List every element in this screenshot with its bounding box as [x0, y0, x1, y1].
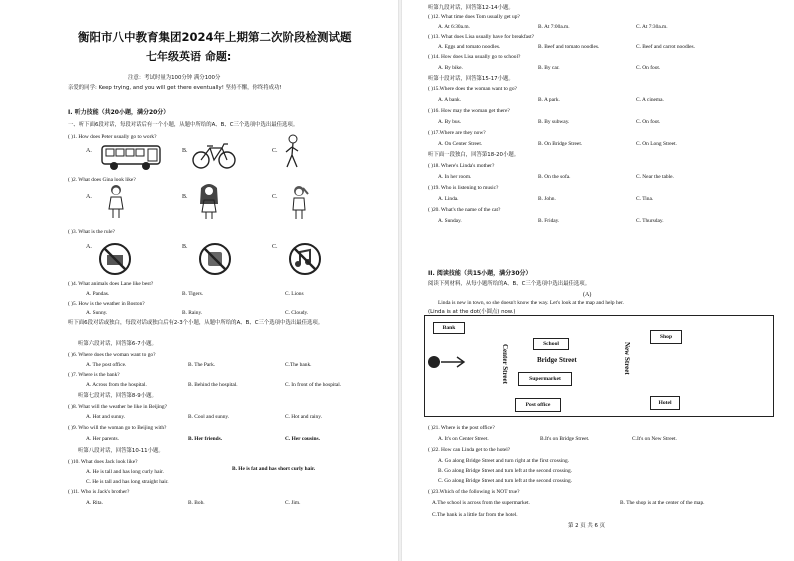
q14-option-b: B. By car.: [538, 65, 560, 71]
question-21: ( )21. Where is the post office?: [428, 425, 495, 431]
q2-option-b: B.: [182, 194, 188, 200]
q12-option-b: B. At 7:00a.m.: [538, 24, 570, 30]
q5-option-b: B. Rainy.: [182, 310, 203, 316]
part6-instruction: 听第十段对话，回答第15-17小题。: [428, 76, 514, 82]
q3-option-c: C.: [272, 244, 278, 250]
q8-option-c: C. Hot and rainy.: [285, 414, 322, 420]
q20-option-a: A. Sunday.: [438, 218, 462, 224]
q20-option-c: C. Thursday.: [636, 218, 664, 224]
q1-option-b: B.: [182, 148, 188, 154]
q18-option-c: C. Near the table.: [636, 174, 674, 180]
exam-title: 衡阳市八中教育集团2024年上期第二次阶段检测试题: [78, 30, 352, 44]
part4-instruction: 听第八段对话，回答第10-11小题。: [78, 448, 164, 454]
map-school: School: [533, 338, 569, 350]
q23-option-a: A.The school is across from the supermarket.: [432, 500, 530, 506]
q14-option-a: A. By bike.: [438, 65, 463, 71]
q18-option-b: B. On the sofa.: [538, 174, 571, 180]
map-bridge-street-label: Bridge Street: [537, 356, 577, 364]
exam-notice: 注意：考试时量为100分钟 满分100分: [128, 75, 221, 81]
girl-short-hair-icon: [105, 183, 127, 219]
question-20: ( )20. What's the name of the cat?: [428, 207, 501, 213]
q16-option-a: A. By bus.: [438, 119, 462, 125]
q16-option-c: C. On foot.: [636, 119, 661, 125]
q3-option-b: B.: [182, 244, 188, 250]
q5-option-a: A. Sunny.: [86, 310, 108, 316]
question-6: ( )6. Where does the woman want to go?: [68, 352, 156, 358]
section1-heading: I. 听力技能（共20小题，满分20分）: [68, 109, 170, 116]
town-map: [424, 315, 774, 417]
q4-option-a: A. Pandas.: [86, 291, 110, 297]
map-supermarket: Supermarket: [518, 372, 572, 386]
q23-option-c: C.The bank is a little far from the hotel.: [432, 512, 518, 518]
map-new-street-label: New Street: [623, 342, 631, 375]
map-post-office: Post office: [515, 398, 561, 412]
q21-option-a: A. It's on Center Street.: [438, 436, 489, 442]
question-7: ( )7. Where is the bank?: [68, 372, 120, 378]
q23-option-b: B. The shop is at the center of the map.: [620, 500, 705, 506]
part2-sub-instruction: 听第六段对话，回答第6-7小题。: [78, 341, 157, 347]
question-2: ( )2. What does Gina look like?: [68, 177, 136, 183]
girl-ponytail-icon: [288, 184, 310, 220]
q9-option-b: B. Her friends.: [188, 436, 223, 442]
question-16: ( )16. How may the woman get there?: [428, 108, 510, 114]
q7-option-b: B. Behind the hospital.: [188, 382, 238, 388]
map-bank: Bank: [433, 322, 465, 334]
part1-instruction: 一、听下面6段对话，每段对话后有一个小题，从题中所给的A、B、C三个选项中选出最佳选项。: [68, 122, 299, 128]
q8-option-a: A. Hot and sunny.: [86, 414, 126, 420]
q10-option-c: C. He is tall and has long straight hair.: [86, 479, 169, 485]
question-18: ( )18. Where's Linda's mother?: [428, 163, 495, 169]
q1-option-c: C.: [272, 148, 278, 154]
q5-option-c: C. Cloudy.: [285, 310, 309, 316]
part2-instruction: 听下面6段对话或独白，每段对话或独白后有2-3个小题，从题中所给的A、B、C三个选项中选出最佳选项。: [68, 320, 324, 326]
q6-option-c: C.The bank.: [285, 362, 312, 368]
q13-option-b: B. Beef and tomato noodles.: [538, 44, 600, 50]
q9-option-a: A. Her parents.: [86, 436, 119, 442]
question-13: ( )13. What does Lisa usually have for breakfast?: [428, 34, 535, 40]
q8-option-b: B. Cool and sunny.: [188, 414, 230, 420]
q2-option-c: C.: [272, 194, 278, 200]
girl-long-hair-icon: [196, 182, 222, 220]
q13-option-a: A. Eggs and tomato noodles.: [438, 44, 501, 50]
q11-option-c: C. Jim.: [285, 500, 301, 506]
q11-option-a: A. Rita.: [86, 500, 103, 506]
question-4: ( )4. What animals does Lane like best?: [68, 281, 154, 287]
map-shop: Shop: [650, 330, 682, 344]
q7-option-a: A. Across from the hospital.: [86, 382, 147, 388]
passage-intro: Linda is new in town, so she doesn't know the way. Let's look at the map and help her.: [438, 300, 624, 306]
section2-instruction: 阅读下列材料，从每小题所给的A、B、C三个选项中选出最佳选项。: [428, 281, 591, 287]
passage-label: (A): [583, 292, 592, 298]
q20-option-b: B. Friday.: [538, 218, 560, 224]
question-19: ( )19. Who is listening to music?: [428, 185, 499, 191]
q13-option-c: C. Beef and carrot noodles.: [636, 44, 695, 50]
page-footer: 第 2 页 共 6 页: [568, 523, 605, 529]
map-hotel: Hotel: [650, 396, 680, 410]
q18-option-a: A. In her room.: [438, 174, 472, 180]
question-12: ( )12. What time does Tom usually get up?: [428, 14, 520, 20]
question-23: ( )23.Which of the following is NOT true?: [428, 489, 520, 495]
question-9: ( )9. Who will the woman go to Beijing with?: [68, 425, 167, 431]
question-10: ( )10. What does Jack look like?: [68, 459, 138, 465]
question-11: ( )11. Who is Jack's brother?: [68, 489, 130, 495]
question-15: ( )15.Where does the woman want to go?: [428, 86, 517, 92]
right-page: [402, 0, 794, 561]
q7-option-c: C. In front of the hospital.: [285, 382, 342, 388]
part7-instruction: 听下面一段独白，回答第18-20小题。: [428, 152, 520, 158]
q15-option-b: B. A park.: [538, 97, 560, 103]
section2-heading: II. 阅读技能（共15小题，满分30分）: [428, 270, 532, 277]
map-center-street-label: Center Street: [501, 344, 509, 384]
no-eating-sign-icon: [198, 242, 232, 276]
question-1: ( )1. How does Peter usually go to work?: [68, 134, 157, 140]
q17-option-c: C. On Long Street.: [636, 141, 677, 147]
no-music-sign-icon: [288, 242, 322, 276]
q9-option-c: C. Her cousins.: [285, 436, 320, 442]
question-5: ( )5. How is the weather in Boston?: [68, 301, 145, 307]
q19-option-b: B. John.: [538, 196, 556, 202]
part5-instruction: 听第九段对话，回答第12-14小题。: [428, 5, 514, 11]
q15-option-a: A. A bank.: [438, 97, 462, 103]
question-22: ( )22. How can Linda get to the hotel?: [428, 447, 511, 453]
q17-option-a: A. On Center Street.: [438, 141, 483, 147]
q3-option-a: A.: [86, 244, 92, 250]
q1-option-a: A.: [86, 148, 92, 154]
q19-option-a: A. Linda.: [438, 196, 459, 202]
q4-option-b: B. Tigers.: [182, 291, 204, 297]
encouragement-tip: 亲爱的同学: Keep trying, and you will get there eventually! 坚持不懈，你终将成功!: [68, 85, 282, 91]
question-14: ( )14. How does Lisa usually go to school?: [428, 54, 521, 60]
q2-option-a: A.: [86, 194, 92, 200]
q22-option-c: C. Go along Bridge Street and turn left at the second crossing.: [438, 478, 572, 484]
q6-option-b: B. The Park.: [188, 362, 216, 368]
q11-option-b: B. Bob.: [188, 500, 205, 506]
question-8: ( )8. What will the weather be like in Beijing?: [68, 404, 167, 410]
q15-option-c: C. A cinema.: [636, 97, 664, 103]
q12-option-c: C. At 7:30a.m.: [636, 24, 668, 30]
part3-instruction: 听第七段对话，回答第8-9小题。: [78, 393, 157, 399]
q10-option-a: A. He is tall and has long curly hair.: [86, 469, 164, 475]
q16-option-b: B. By subway.: [538, 119, 570, 125]
q22-option-b: B. Go along Bridge Street and turn left at the second crossing.: [438, 468, 572, 474]
subject-line: 七年级英语 命题:: [146, 50, 232, 63]
bicycle-icon: [192, 142, 236, 170]
q21-option-c: C.It's on New Street.: [632, 436, 677, 442]
q22-option-a: A. Go along Bridge Street and turn right at the first crossing.: [438, 458, 569, 464]
q19-option-c: C. Tina.: [636, 196, 654, 202]
passage-intro-2: (Linda is at the dot(小圆点) now.): [428, 309, 516, 315]
bus-icon: [100, 142, 164, 172]
question-17: ( )17.Where are they now?: [428, 130, 486, 136]
question-3: ( )3. What is the rule?: [68, 229, 115, 235]
q4-option-c: C. Lions: [285, 291, 304, 297]
q21-option-b: B.It's on Bridge Street.: [540, 436, 590, 442]
linda-dot-icon: [427, 354, 467, 370]
q6-option-a: A. The post office.: [86, 362, 127, 368]
no-fighting-sign-icon: [98, 242, 132, 276]
walking-person-icon: [282, 134, 304, 170]
q12-option-a: A. At 6:30a.m.: [438, 24, 470, 30]
q14-option-c: C. On foot.: [636, 65, 661, 71]
q10-option-b: B. He is fat and has short curly hair.: [232, 466, 316, 472]
q17-option-b: B. On Bridge Street.: [538, 141, 583, 147]
